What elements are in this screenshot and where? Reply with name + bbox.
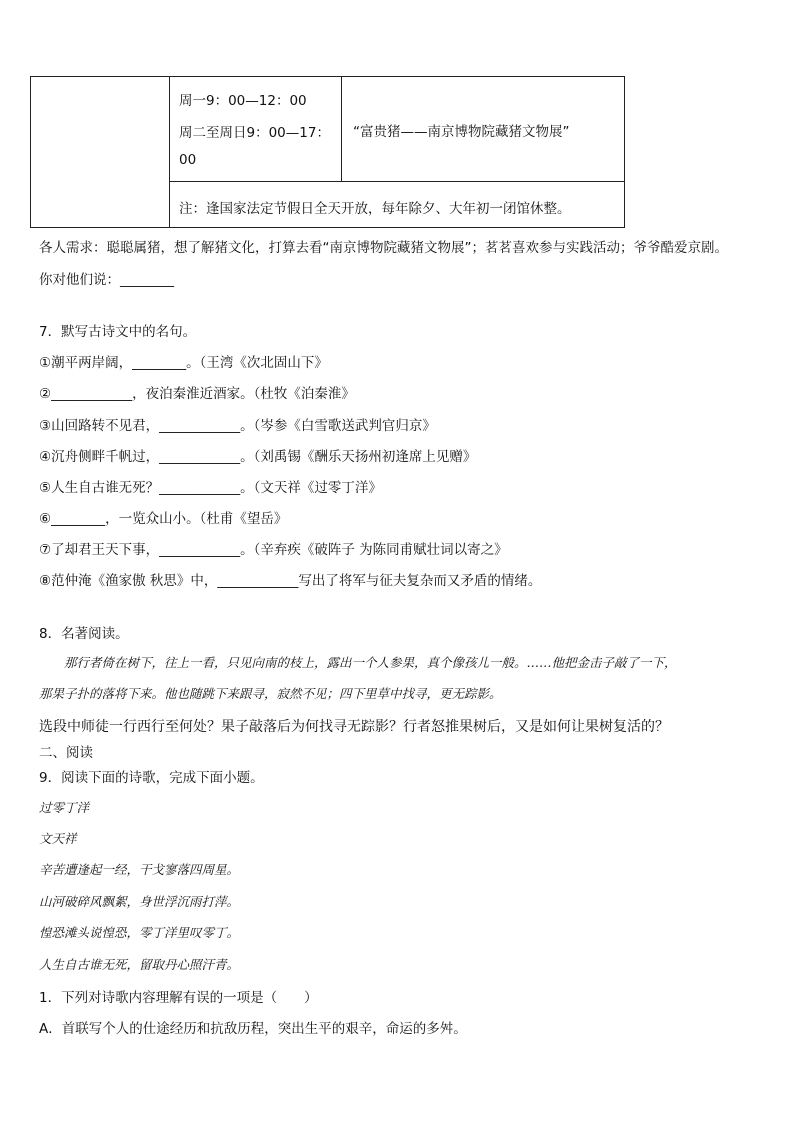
- poem-author: 文天祥: [39, 831, 77, 846]
- museum-info-table: [30, 76, 625, 228]
- section-heading: 二、阅读: [39, 745, 93, 761]
- question-7-item: ⑥________，一览众山小。（杜甫《望岳》: [39, 511, 288, 527]
- hours-line-3: 00: [179, 152, 197, 168]
- question-7-item: ④沉舟侧畔千帆过，____________。（刘禹锡《酬乐天扬州初逢席上见赠》: [39, 449, 477, 465]
- question-7-item: ③山回路转不见君，____________。（岑参《白雪歌送武判官归京》: [39, 418, 436, 434]
- question-9-title: 9．阅读下面的诗歌，完成下面小题。: [39, 770, 264, 786]
- poem-line: 人生自古谁无死，留取丹心照汗青。: [39, 957, 240, 972]
- poem-line: 山河破碎风飘絮，身世浮沉雨打萍。: [39, 894, 240, 909]
- poem-line: 惶恐滩头说惶恐，零丁洋里叹零丁。: [39, 925, 240, 940]
- question-8-prompt: 选段中师徒一行西行至何处？果子敲落后为何找寻无踪影？行者怒推果树后，又是如何让果树复活的？: [39, 719, 669, 735]
- answer-prompt: 你对他们说：________: [39, 272, 174, 288]
- poem-line: 辛苦遭逢起一经，干戈寥落四周星。: [39, 862, 240, 877]
- question-7-item: ②____________，夜泊秦淮近酒家。（杜牧《泊秦淮》: [39, 386, 355, 402]
- passage-line: 那果子扑的落将下来。他也随跳下来跟寻，寂然不见；四下里草中找寻，更无踪影。: [39, 686, 502, 701]
- question-7-item: ⑧范仲淹《渔家傲 秋思》中，____________写出了将军与征夫复杂而又矛盾的情绪。: [39, 573, 542, 589]
- sub-question-1: 1．下列对诗歌内容理解有误的一项是（ ）: [39, 990, 318, 1006]
- question-7-title: 7．默写古诗文中的名句。: [39, 324, 197, 340]
- table-divider: [341, 77, 342, 181]
- poem-title: 过零丁洋: [39, 800, 90, 815]
- table-divider: [169, 77, 170, 227]
- question-7-item: ⑦了却君王天下事，____________。（辛弃疾《破阵子 为陈同甫赋壮词以寄之》: [39, 542, 508, 558]
- question-7-item: ⑤人生自古谁无死？____________。（文天祥《过零丁洋》: [39, 480, 382, 496]
- closure-note: 注：逢国家法定节假日全天开放，每年除夕、大年初一闭馆休整。: [179, 201, 571, 217]
- question-8-title: 8．名著阅读。: [39, 626, 129, 642]
- needs-line: 各人需求：聪聪属猪，想了解猪文化，打算去看“南京博物院藏猪文物展”；茗茗喜欢参与实践活动；爷爷酷爱京剧。: [39, 240, 728, 256]
- table-divider: [169, 181, 624, 182]
- question-7-item: ①潮平两岸阔，________。（王湾《次北固山下》: [39, 355, 328, 371]
- passage-line: 那行者倚在树下，往上一看，只见向南的枝上，露出一个人参果，真个像孩儿一般。……他把金击子敲了一下，: [64, 655, 677, 670]
- hours-line-2: 周二至周日9：00—17：: [179, 125, 330, 141]
- option-a: A．首联写个人的仕途经历和抗敌历程，突出生平的艰辛，命运的多舛。: [39, 1021, 467, 1037]
- hours-line-1: 周一9：00—12：00: [179, 93, 307, 109]
- exhibition-name: “富贵猪——南京博物院藏猪文物展”: [353, 124, 570, 140]
